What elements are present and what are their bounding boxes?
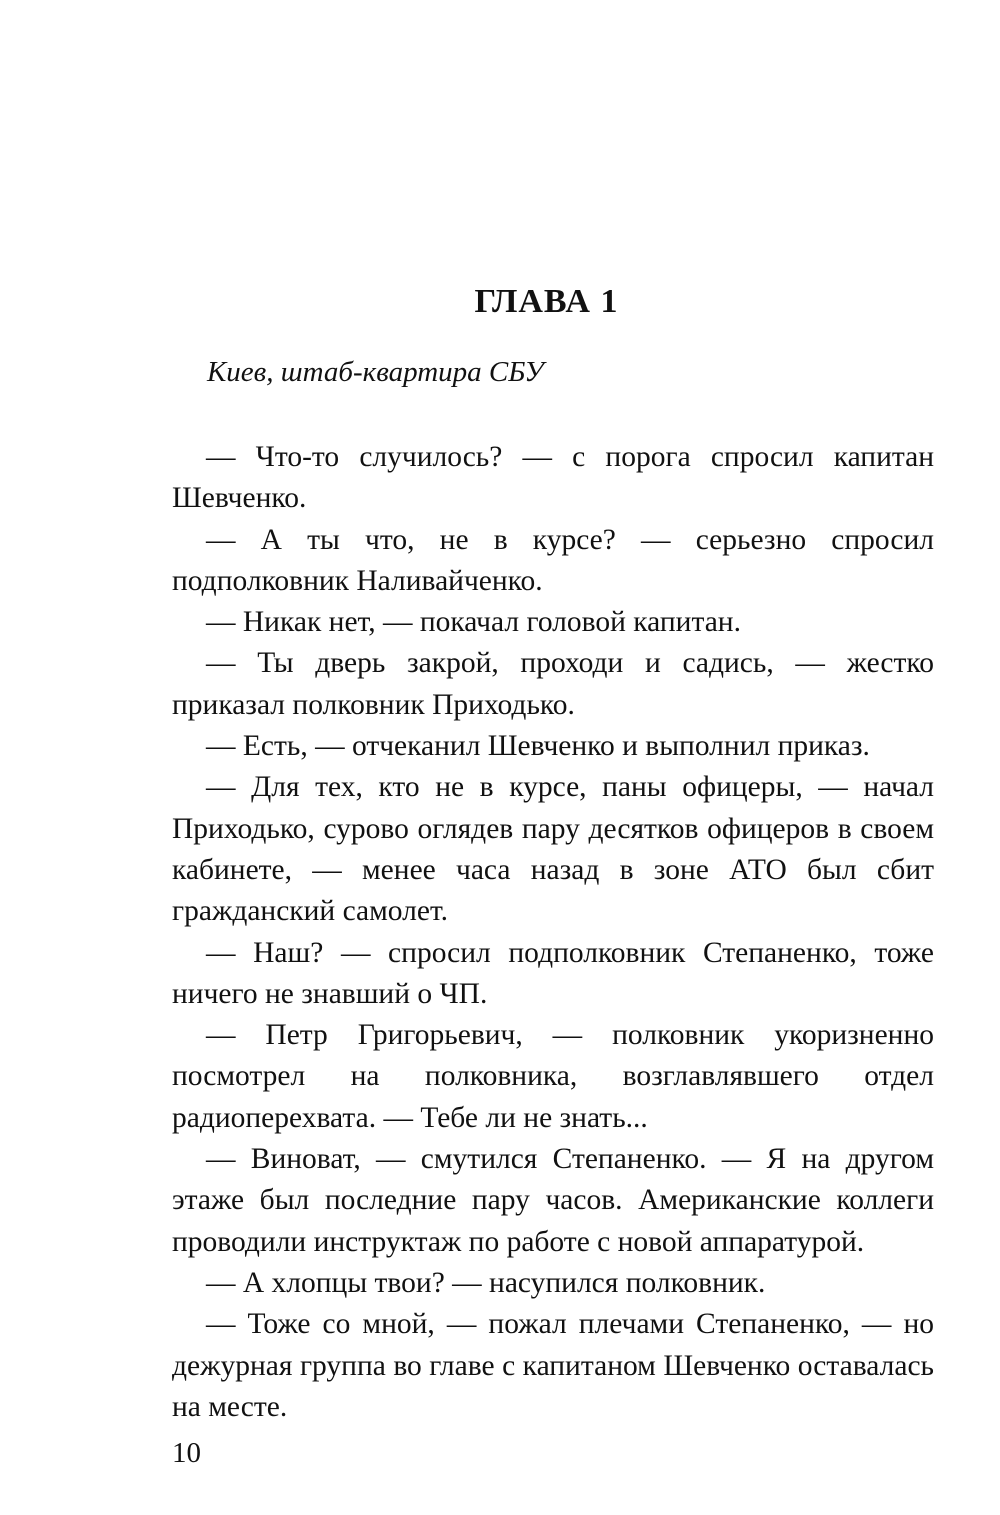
paragraph: — Наш? — спросил подполковник Степаненко, тоже ничего не знавший о ЧП. (172, 936, 934, 1010)
paragraph: — Для тех, кто не в курсе, паны офицеры, — начал Приходько, сурово оглядев пару десятков офицеров в своем кабинете, — менее часа назад в зоне АТО был сбит гражданский самолет. (172, 771, 934, 928)
paragraph: — Есть, — отчеканил Шевченко и выполнил приказ. (206, 730, 870, 763)
paragraph: — Что-то случилось? — с порога спросил капитан Шевченко. (172, 441, 934, 515)
paragraph: — А хлопцы твои? — насупился полковник. (206, 1266, 766, 1299)
chapter-location: Киев, штаб-квартира СБУ (207, 356, 544, 388)
body-text (172, 437, 934, 1428)
page-number: 10 (172, 1437, 201, 1469)
paragraph: — Никак нет, — покачал головой капитан. (206, 606, 741, 639)
paragraph: — Виноват, — смутился Степаненко. — Я на другом этаже был последние пару часов. Американские коллеги проводили инструктаж по работе с новой аппаратурой. (172, 1143, 934, 1258)
chapter-title: ГЛАВА 1 (474, 283, 619, 320)
paragraph: — А ты что, не в курсе? — серьезно спросил подполковник Наливайченко. (172, 523, 934, 597)
paragraph: — Ты дверь закрой, проходи и садись, — жестко приказал полковник Приходько. (172, 647, 934, 721)
paragraph: — Тоже со мной, — пожал плечами Степаненко, — но дежурная группа во главе с капитаном Шевченко оставалась на месте. (172, 1308, 934, 1423)
paragraph: — Петр Григорьевич, — полковник укоризненно посмотрел на полковника, возглавлявшего отдел радиоперехвата. — Тебе ли не знать... (172, 1019, 934, 1134)
